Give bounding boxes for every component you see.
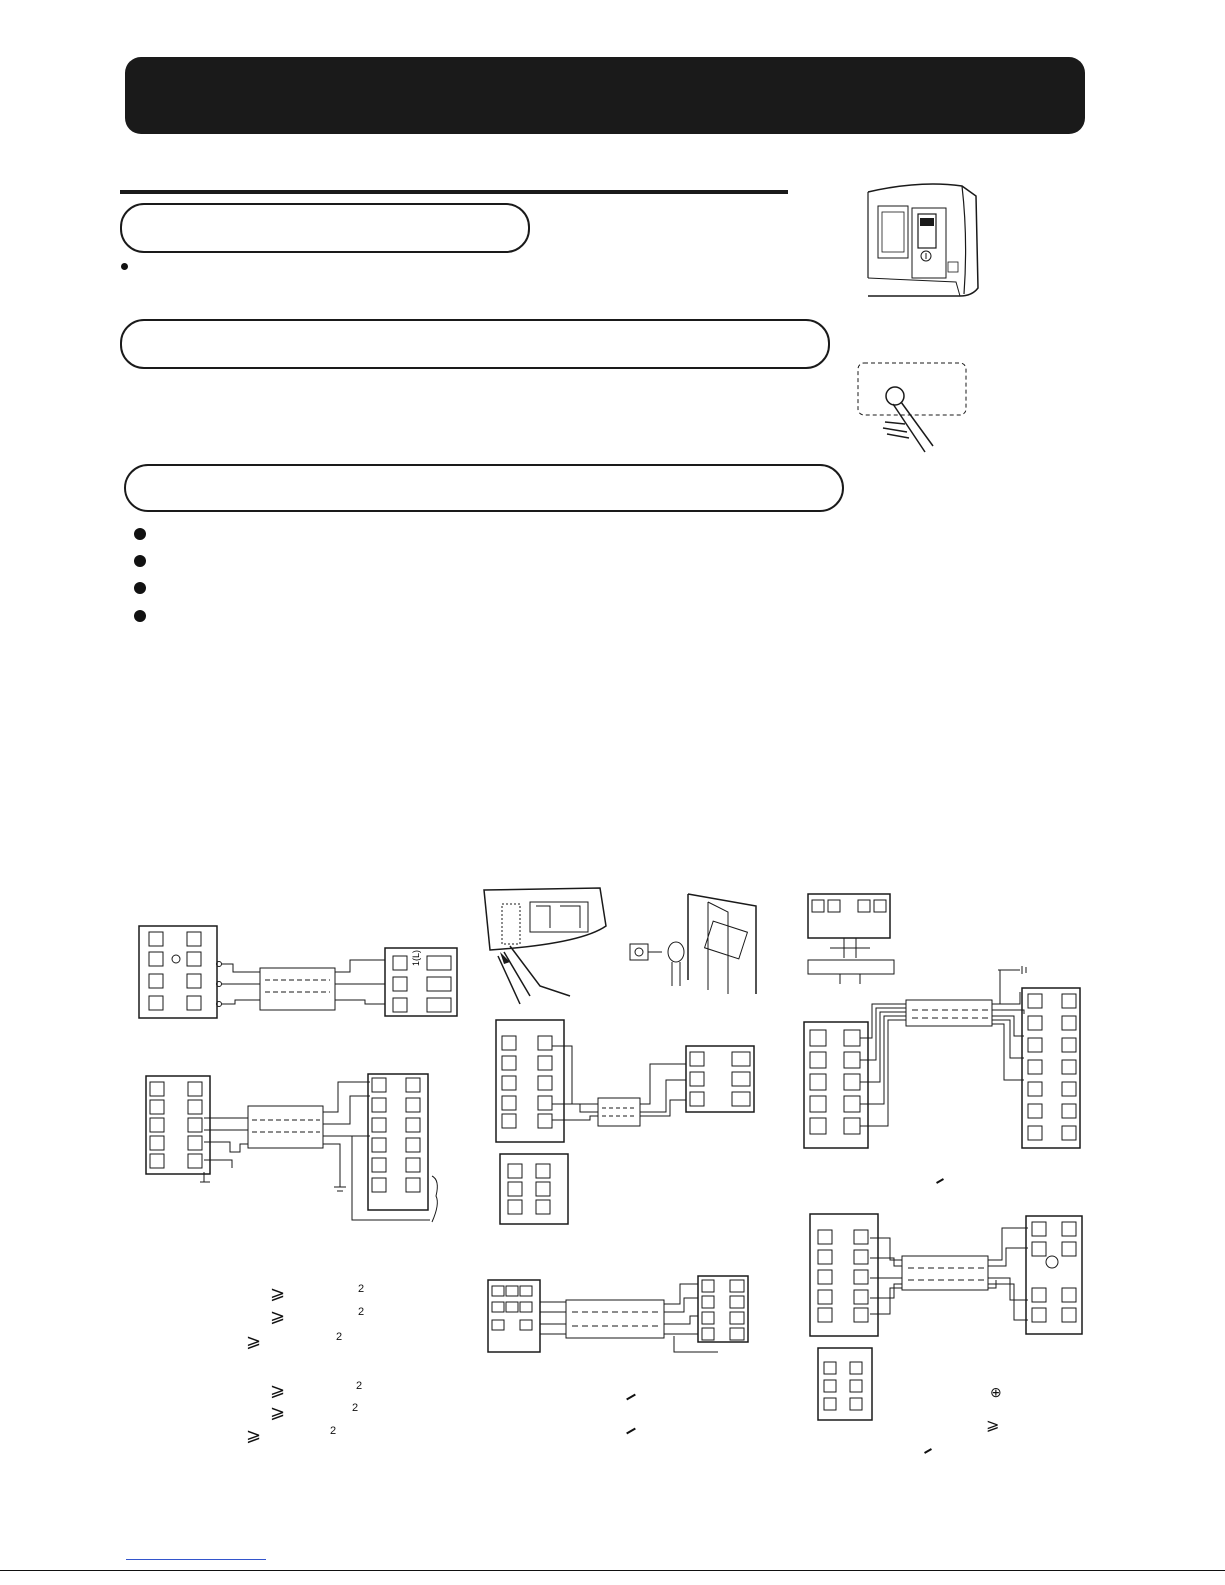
wiring-diagram-e [800, 960, 1085, 1152]
dash-mark-3 [626, 1394, 636, 1401]
cable-detail-illustration [855, 360, 970, 455]
spec-geq-7: ⩾ [986, 1417, 1000, 1434]
spec-geq-3: ⩾ [246, 1331, 262, 1351]
section-heading-pill-2 [120, 319, 830, 369]
spec-sup-5: 2 [352, 1402, 359, 1414]
spec-sup-3: 2 [336, 1331, 343, 1343]
spec-geq-2: ⩾ [270, 1306, 286, 1326]
bullet-item-2 [134, 555, 146, 567]
dash-mark-4 [626, 1428, 636, 1435]
spec-sup-6: 2 [330, 1425, 337, 1437]
wiring-diagram-b [140, 1072, 445, 1227]
earth-symbol: ⊕ [990, 1384, 1002, 1400]
terminal-block-small [496, 1150, 572, 1230]
header-bar [125, 57, 1085, 134]
terminal-clamp-illustration [618, 890, 763, 1000]
unit-cable-entry-illustration [480, 886, 610, 1011]
wiring-diagram-f [806, 1210, 1086, 1340]
spec-geq-5: ⩾ [270, 1402, 286, 1422]
wiring-diagram-d [484, 1272, 754, 1362]
spec-sup-4: 2 [356, 1380, 363, 1392]
dash-mark-2 [936, 1178, 944, 1184]
bullet-item-1 [134, 528, 146, 540]
wiring-diagram-a [135, 922, 465, 1022]
section-heading-pill-1 [120, 203, 530, 253]
section-rule [120, 190, 788, 194]
dash-mark-1 [924, 1448, 932, 1454]
spec-sup-2: 2 [358, 1306, 365, 1318]
spec-geq-6: ⩾ [246, 1425, 262, 1445]
spec-geq-4: ⩾ [270, 1380, 286, 1400]
terminal-block-small-2 [814, 1344, 876, 1424]
section-heading-pill-3 [124, 464, 844, 512]
bullet-small [121, 263, 128, 270]
wiring-diagram-c [490, 1016, 760, 1146]
footer-link-line[interactable] [126, 1558, 266, 1560]
bullet-item-4 [134, 610, 146, 622]
spec-geq-1: ⩾ [270, 1283, 286, 1303]
spec-sup-1: 2 [358, 1283, 365, 1295]
footer-rule [0, 1570, 1225, 1571]
terminal-label-l: 1(L) [411, 949, 421, 966]
indoor-unit-illustration [860, 178, 985, 303]
bullet-item-3 [134, 582, 146, 594]
